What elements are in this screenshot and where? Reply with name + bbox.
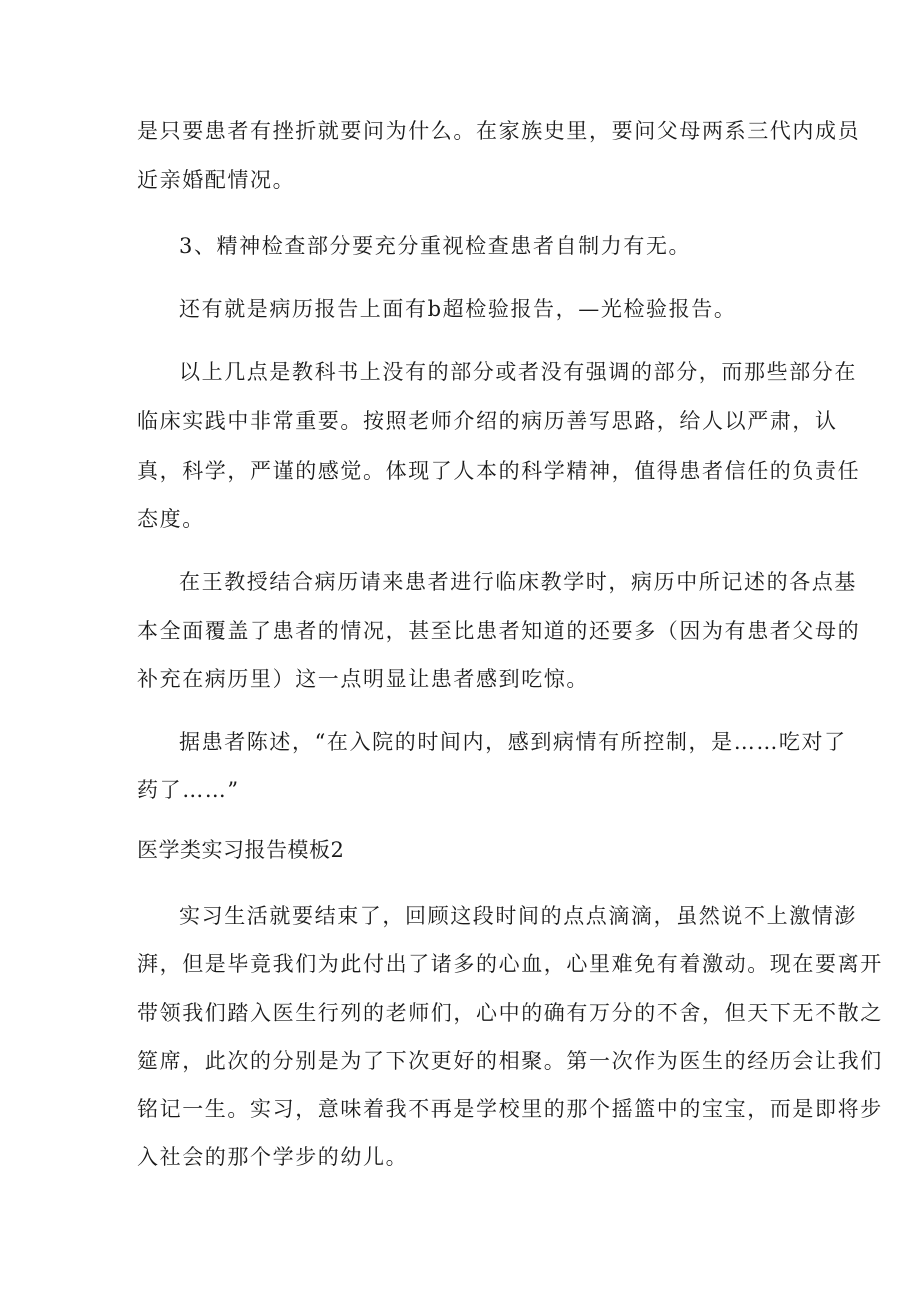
text-line: 在王教授结合病历请来患者进行临床教学时，病历中所记述的各点基 xyxy=(179,570,857,594)
text-line: 入社会的那个学步的幼儿。 xyxy=(137,1145,409,1169)
text-line: 3、精神检查部分要充分重视检查患者自制力有无。 xyxy=(179,234,692,258)
text-line: 带领我们踏入医生行列的老师们，心中的确有万分的不舍，但天下无不散之 xyxy=(137,1001,883,1025)
text-line: 补充在病历里）这一点明显让患者感到吃惊。 xyxy=(137,667,589,691)
text-line: 以上几点是教科书上没有的部分或者没有强调的部分，而那些部分在 xyxy=(179,360,857,384)
text-line: 态度。 xyxy=(137,507,205,531)
text-line: 本全面覆盖了患者的情况，甚至比患者知道的还要多（因为有患者父母的 xyxy=(137,619,861,643)
text-line: 药了……” xyxy=(137,778,240,802)
text-line: 筵席，此次的分别是为了下次更好的相聚。第一次作为医生的经历会让我们 xyxy=(137,1049,883,1073)
text-line: 实习生活就要结束了，回顾这段时间的点点滴滴，虽然说不上激情澎 xyxy=(179,904,857,928)
text-line: 湃，但是毕竟我们为此付出了诸多的心血，心里难免有着激动。现在要离开 xyxy=(137,952,883,976)
text-line: 近亲婚配情况。 xyxy=(137,168,296,192)
text-line: 真，科学，严谨的感觉。体现了人本的科学精神，值得患者信任的负责任 xyxy=(137,459,861,483)
text-line: 是只要患者有挫折就要问为什么。在家族史里，要问父母两系三代内成员 xyxy=(137,119,861,143)
section-heading: 医学类实习报告模板2 xyxy=(137,838,345,862)
text-line: 临床实践中非常重要。按照老师介绍的病历善写思路，给人以严肃，认 xyxy=(137,409,838,433)
text-line: 还有就是病历报告上面有b超检验报告，—光检验报告。 xyxy=(179,297,737,321)
text-line: 据患者陈述，“在入院的时间内，感到病情有所控制，是……吃对了 xyxy=(179,730,847,754)
text-line: 铭记一生。实习，意味着我不再是学校里的那个摇篮中的宝宝，而是即将步 xyxy=(137,1097,883,1121)
